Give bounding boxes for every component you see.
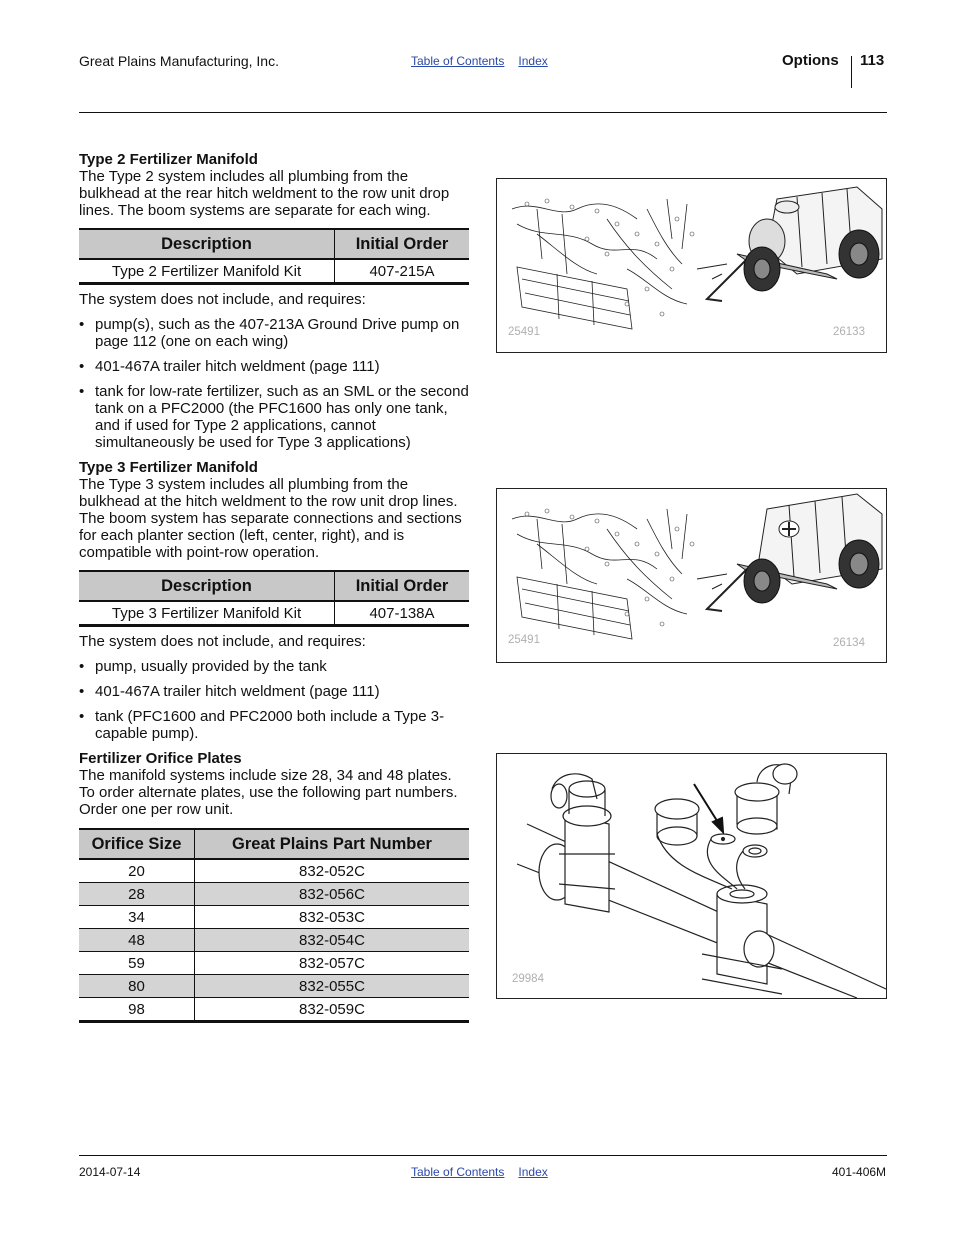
toc-link[interactable]: Table of Contents	[411, 1165, 505, 1179]
figure-number: 25491	[508, 634, 540, 646]
type3-manifold-figure	[496, 488, 887, 663]
orifice-plate-figure	[496, 753, 887, 999]
list-item: • tank for low-rate fertilizer, such as an SML or the second tank on a PFC2000 (the PFC1600 has only one tank, and if used for Type 2 applications, cannot simultaneously be used for Type 3 applications)	[79, 383, 469, 451]
orifice-size: 20	[79, 859, 195, 883]
type2-table	[79, 228, 469, 285]
figure-number: 26134	[833, 637, 865, 649]
footer-rule	[79, 1155, 887, 1156]
orifice-part: 832-053C	[195, 906, 470, 929]
type2-manifold-illustration	[497, 179, 886, 352]
orifice-col-part: Great Plains Part Number	[195, 829, 470, 859]
type2-manifold-figure	[496, 178, 887, 353]
orifice-part: 832-052C	[195, 859, 470, 883]
header-divider	[851, 56, 852, 88]
type3-heading: Type 3 Fertilizer Manifold	[79, 459, 258, 476]
type2-kit-part: 407-215A	[335, 259, 470, 284]
type2-bullets	[79, 316, 469, 451]
orifice-size: 98	[79, 998, 195, 1022]
section-title: Options	[782, 52, 839, 69]
toc-link[interactable]: Table of Contents	[411, 54, 505, 68]
type2-intro: The Type 2 system includes all plumbing from the bulkhead at the rear hitch weldment to the row unit drop lines. The boom systems are separate for each wing.	[79, 168, 450, 219]
list-item: • 401-467A trailer hitch weldment (page 111)	[79, 683, 469, 700]
type3-bullets	[79, 658, 469, 742]
orifice-section	[79, 750, 469, 1023]
orifice-part: 832-054C	[195, 929, 470, 952]
type2-heading: Type 2 Fertilizer Manifold	[79, 151, 258, 168]
list-item: • 401-467A trailer hitch weldment (page 111)	[79, 358, 469, 375]
orifice-size: 80	[79, 975, 195, 998]
orifice-col-size: Orifice Size	[79, 829, 195, 859]
document-number: 401-406M	[832, 1165, 887, 1179]
type3-col-initial-order: Initial Order	[335, 571, 470, 601]
figure-number: 29984	[512, 973, 544, 985]
orifice-size: 48	[79, 929, 195, 952]
type2-requires: The system does not include, and requires:	[79, 291, 366, 308]
index-link[interactable]: Index	[518, 1165, 548, 1179]
type3-kit-desc: Type 3 Fertilizer Manifold Kit	[79, 601, 335, 626]
orifice-part: 832-055C	[195, 975, 470, 998]
type3-manifold-illustration	[497, 489, 886, 662]
type3-col-description: Description	[79, 571, 335, 601]
orifice-intro: The manifold systems include size 28, 34 and 48 plates. To order alternate plates, use the following part numbers. Order one per row unit.	[79, 767, 458, 818]
index-link[interactable]: Index	[518, 54, 548, 68]
page-number: 113	[860, 52, 885, 69]
list-item: • tank (PFC1600 and PFC2000 both include a Type 3-capable pump).	[79, 708, 469, 742]
orifice-size: 59	[79, 952, 195, 975]
footer-date: 2014-07-14	[79, 1165, 141, 1179]
type2-kit-desc: Type 2 Fertilizer Manifold Kit	[79, 259, 335, 284]
type2-col-description: Description	[79, 229, 335, 259]
type3-section	[79, 459, 469, 742]
orifice-plate-illustration	[497, 754, 886, 998]
type3-requires: The system does not include, and requires:	[79, 633, 366, 650]
footer-nav	[411, 1165, 562, 1179]
figure-number: 26133	[833, 326, 865, 338]
orifice-table	[79, 828, 469, 1023]
orifice-part: 832-057C	[195, 952, 470, 975]
orifice-size: 34	[79, 906, 195, 929]
company-name: Great Plains Manufacturing, Inc.	[79, 53, 279, 69]
list-item: • pump(s), such as the 407-213A Ground Drive pump on page 112 (one on each wing)	[79, 316, 469, 350]
orifice-part: 832-056C	[195, 883, 470, 906]
type2-section	[79, 151, 469, 451]
type3-kit-part: 407-138A	[335, 601, 470, 626]
type2-col-initial-order: Initial Order	[335, 229, 470, 259]
list-item: • pump, usually provided by the tank	[79, 658, 469, 675]
type3-intro: The Type 3 system includes all plumbing from the bulkhead at the hitch weldment to the row unit drop lines. The boom system has separate connections and sections for each planter section (left, center, right), and is compatible with point-row operation.	[79, 476, 462, 561]
type3-table	[79, 570, 469, 627]
header-rule	[79, 112, 887, 113]
orifice-part: 832-059C	[195, 998, 470, 1022]
header-nav	[411, 54, 562, 68]
orifice-size: 28	[79, 883, 195, 906]
orifice-heading: Fertilizer Orifice Plates	[79, 750, 242, 767]
figure-number: 25491	[508, 326, 540, 338]
